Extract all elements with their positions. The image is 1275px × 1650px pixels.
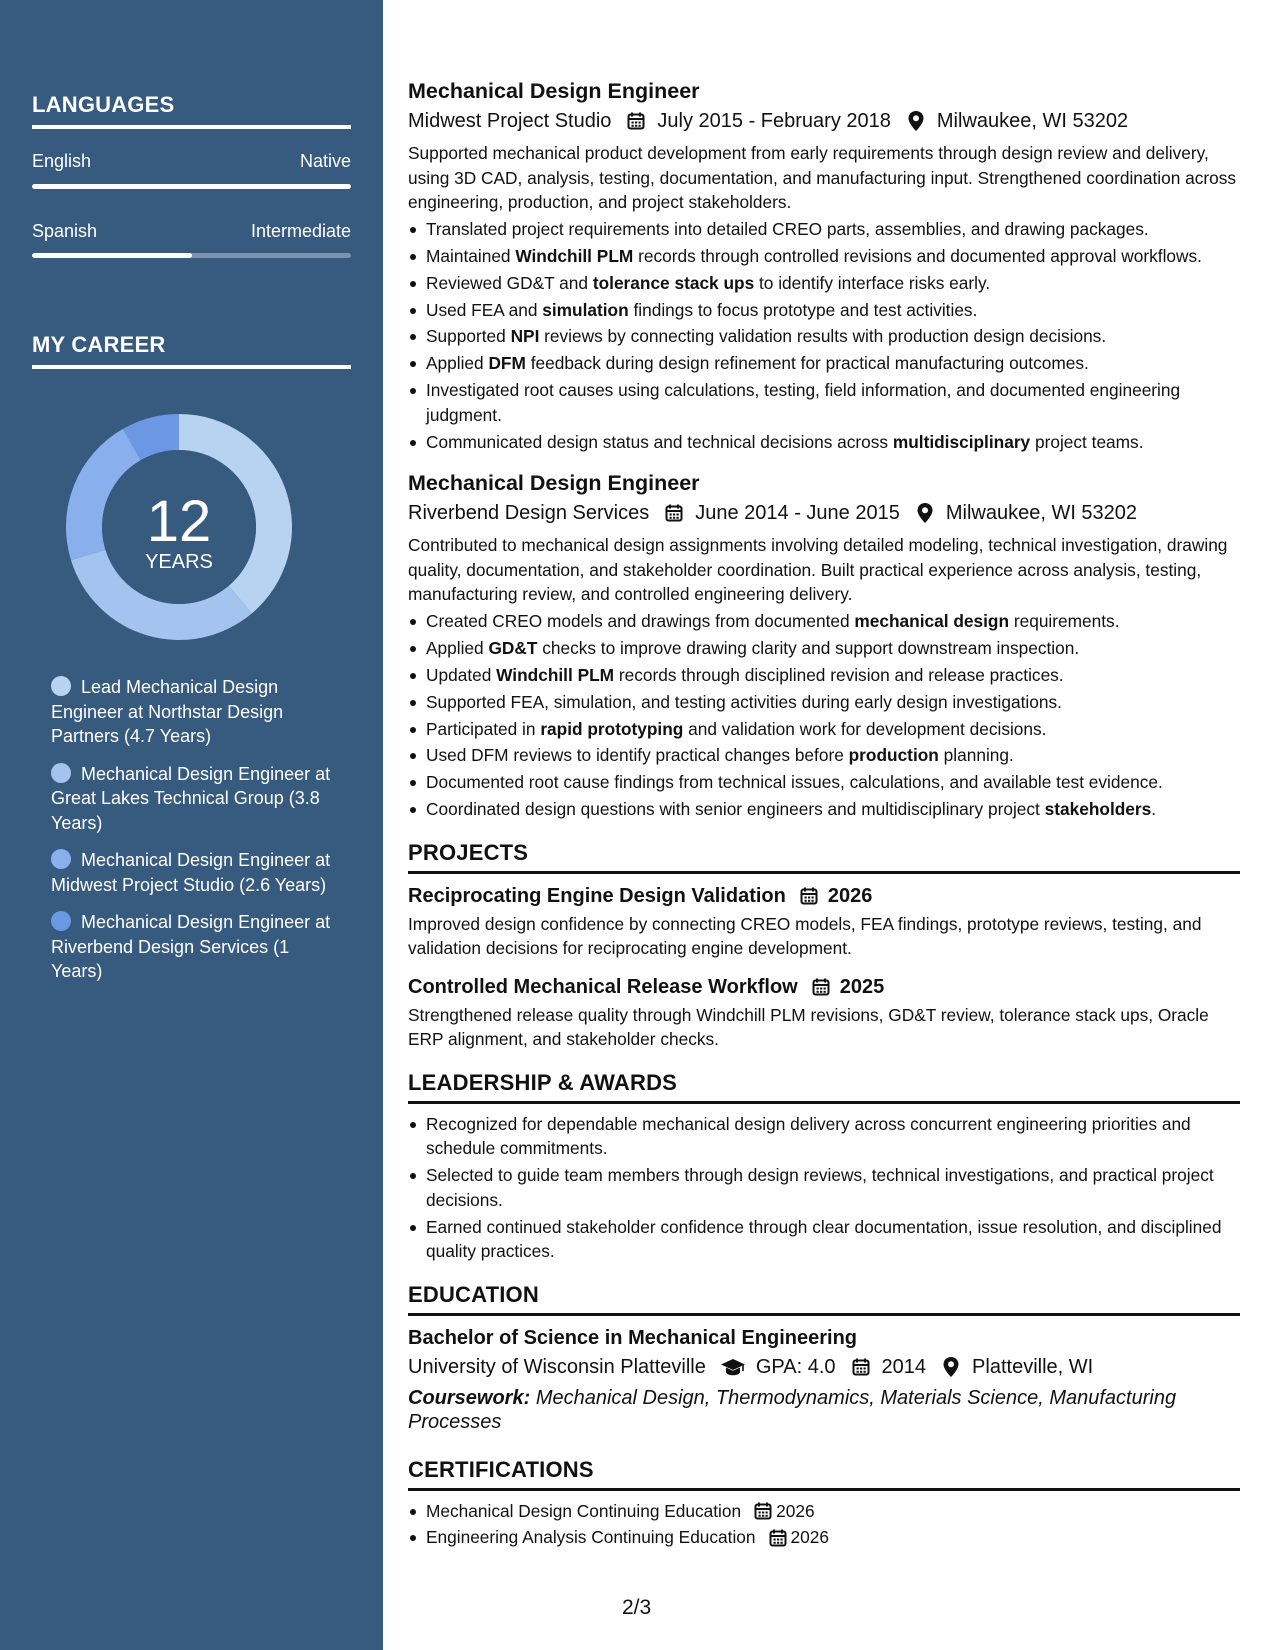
language-bar-fill [32,253,192,258]
bullet-emphasis: Windchill PLM [496,664,615,685]
language-level: Intermediate [250,221,351,241]
job-meta [408,498,1240,528]
bullet-text: Applied [426,353,489,374]
bullet-text: records through disciplined revision and release practices. [614,664,1064,685]
language-level: Native [299,151,351,171]
certification-name: Mechanical Design Continuing Education [426,1500,742,1521]
calendar-icon [753,1501,773,1521]
project-title-row [408,882,1240,910]
bullet-emphasis: mechanical design [854,611,1010,632]
certification-row [426,1525,1240,1550]
bullet-item [408,298,1240,323]
bullet-text: Communicated design status and technical decisions across [426,431,893,452]
job-description: Supported mechanical product development from early requirements through design review and delivery, using 3D CAD, analysis, testing, documentation, and manufacturing input. Strengthened coordination across engineering, production, and project stakeholders. [408,143,1237,212]
company-name: Riverbend Design Services [408,502,650,525]
bullet-emphasis: rapid prototyping [540,718,684,739]
bullet-item [408,244,1240,269]
bullet-item [408,663,1240,688]
project-title: Controlled Mechanical Release Workflow [408,975,798,998]
career-total-unit: YEARS [145,551,213,573]
bullet-item [408,690,1240,715]
bullet-item [408,351,1240,376]
company-name: Midwest Project Studio [408,110,612,132]
coursework-list: Mechanical Design, Thermodynamics, Materials Science, Manufacturing Processes [408,1386,1177,1434]
languages-heading: LANGUAGES [32,92,351,129]
school-location: Platteville, WI [972,1355,1094,1378]
location-pin-icon [940,1356,962,1378]
job-dates: July 2015 - February 2018 [657,110,891,132]
career-item-text: Lead Mechanical Design Engineer at Northstar Design Partners (4.7 Years) [51,677,284,746]
career-donut-chart [66,414,292,640]
career-item [51,675,331,749]
bullet-emphasis: Windchill PLM [515,245,634,266]
project-description: Strengthened release quality through Windchill PLM revisions, GD&T review, tolerance stack ups, Oracle ERP alignment, and stakeholder checks. [408,1004,1209,1050]
bullet-text: project teams. [1030,431,1144,452]
bullet-text: Participated in [426,718,541,739]
calendar-icon [768,1528,788,1548]
career-legend-dot [51,911,71,931]
coursework [408,1386,1240,1435]
bullet-text: planning. [938,745,1014,766]
bullet-text: Reviewed GD&T and [426,272,593,293]
calendar-icon [663,502,685,524]
bullet-text: Applied [426,637,489,658]
certification-name: Engineering Analysis Continuing Education [426,1527,756,1548]
calendar-icon [798,885,820,907]
bullet-item [408,797,1240,822]
project-entry [408,882,1240,961]
bullet-emphasis: GD&T [488,637,538,658]
bullet-text: reviews by connecting validation results with production design decisions. [539,326,1107,347]
language-bar-english [32,184,351,189]
leadership-item: Earned continued stakeholder confidence through clear documentation, issue resolution, and disciplined quality practices. [408,1215,1240,1264]
bullet-text: Investigated root causes using calculations, testing, field information, and documented engineering judgment. [426,380,1181,425]
calendar-icon [625,110,647,132]
bullet-text: feedback during design refinement for practical manufacturing outcomes. [525,353,1089,374]
bullet-item [408,324,1240,349]
career-legend-dot [51,849,71,869]
project-title-row [408,973,1240,1001]
bullet-text: requirements. [1009,611,1120,632]
project-entry [408,973,1240,1052]
bullet-emphasis: simulation [542,299,629,320]
bullet-emphasis: multidisciplinary [892,431,1031,452]
projects-heading: PROJECTS [408,838,1240,874]
education-entry [408,1324,1240,1435]
bullet-emphasis: NPI [510,326,540,347]
bullet-emphasis: tolerance stack ups [592,272,755,293]
job-description: Contributed to mechanical design assignments involving detailed modeling, technical investigation, drawing quality, documentation, and stakeholder coordination. Built practical experience across analysis, testing, manufacturing review, and controlled engineering delivery. [408,535,1228,605]
calendar-icon [810,976,832,998]
bullet-emphasis: DFM [488,353,526,374]
leadership-list [408,1112,1240,1264]
bullet-item [408,717,1240,742]
bullet-text: . [1151,799,1157,820]
education-meta [408,1352,1240,1382]
bullet-item [408,770,1240,795]
bullet-item [408,378,1240,427]
career-list [51,675,331,997]
bullet-text: Translated project requirements into detailed CREO parts, assemblies, and drawing packages. [426,218,1149,239]
certification-year: 2026 [776,1500,815,1521]
career-item-text: Mechanical Design Engineer at Riverbend Design Services (1 Years) [51,912,331,981]
certification-year: 2026 [790,1527,829,1548]
bullet-text: records through controlled revisions and documented approval workflows. [633,245,1202,266]
project-title: Reciprocating Engine Design Validation [408,884,786,907]
page-number: 2/3 [622,1596,652,1619]
bullet-item [408,609,1240,634]
language-name: English [32,151,92,171]
bullet-text: and validation work for development decisions. [683,718,1047,739]
job-location: Milwaukee, WI 53202 [936,110,1129,132]
career-legend-dot [51,676,71,696]
experience-entry [408,468,1240,822]
language-row-english [32,151,351,172]
leadership-heading: LEADERSHIP & AWARDS [408,1068,1240,1104]
bullet-emphasis: production [848,745,939,766]
language-name: Spanish [32,221,98,241]
bullet-item [408,743,1240,768]
career-item [51,762,331,836]
bullet-item [408,430,1240,455]
career-legend-dot [51,763,71,783]
career-total-number: 12 [146,489,212,554]
main-content [408,76,1240,1550]
bullet-text: Used DFM reviews to identify practical changes before [426,745,849,766]
bullet-text: Documented root cause findings from technical issues, calculations, and available test evidence. [426,772,1163,793]
bullet-text: Coordinated design questions with senior engineers and multidisciplinary project [426,799,1045,820]
bullet-item [408,636,1240,661]
leadership-item: Selected to guide team members through design reviews, technical investigations, and practical project decisions. [408,1163,1240,1212]
language-bar-spanish [32,253,351,258]
certifications-list [408,1499,1240,1550]
bullet-emphasis: stakeholders [1044,799,1152,820]
bullet-text: to identify interface risks early. [754,272,991,293]
bullet-text: Updated [426,664,497,685]
calendar-icon [850,1356,872,1378]
bullet-text: Supported [426,326,511,347]
career-item [51,848,331,897]
location-pin-icon [914,502,936,524]
project-year: 2026 [827,884,873,907]
language-row-spanish [32,221,351,242]
job-dates: June 2014 - June 2015 [695,502,900,525]
certification-item [408,1499,1240,1524]
school-name: University of Wisconsin Platteville [408,1355,706,1378]
education-heading: EDUCATION [408,1280,1240,1316]
graduation-year: 2014 [881,1355,927,1378]
coursework-label: Coursework: [408,1386,531,1409]
degree-title: Bachelor of Science in Mechanical Engineering [408,1326,858,1349]
bullet-text: checks to improve drawing clarity and support downstream inspection. [537,637,1080,658]
location-pin-icon [905,110,927,132]
job-bullets [408,609,1240,822]
experience-entry [408,76,1240,454]
career-item [51,910,331,984]
bullet-text: Supported FEA, simulation, and testing activities during early design investigations. [426,691,1062,712]
career-heading: MY CAREER [32,332,351,369]
leadership-item: Recognized for dependable mechanical design delivery across concurrent engineering priorities and schedule commitments. [408,1112,1240,1161]
bullet-text: findings to focus prototype and test activities. [628,299,978,320]
project-year: 2025 [839,975,885,998]
gpa: GPA: 4.0 [755,1355,836,1378]
certifications-heading: CERTIFICATIONS [408,1455,1240,1491]
bullet-text: Used FEA and [426,299,543,320]
bullet-text: Created CREO models and drawings from documented [426,611,855,632]
certification-item [408,1525,1240,1550]
job-title: Mechanical Design Engineer [408,79,700,103]
job-bullets [408,217,1240,454]
bullet-text: Maintained [426,245,516,266]
graduation-cap-icon [720,1356,746,1378]
job-title: Mechanical Design Engineer [408,471,700,496]
career-item-text: Mechanical Design Engineer at Great Lakes Technical Group (3.8 Years) [51,763,331,833]
certification-row [426,1499,1240,1524]
career-item-text: Mechanical Design Engineer at Midwest Project Studio (2.6 Years) [51,850,331,895]
project-description: Improved design confidence by connecting CREO models, FEA findings, prototype reviews, testing, and validation decisions for reciprocating engine development. [408,913,1202,959]
sidebar [0,0,383,1650]
bullet-item [408,217,1240,242]
bullet-item [408,271,1240,296]
language-bar-fill [32,184,351,189]
job-location: Milwaukee, WI 53202 [945,502,1138,525]
job-meta [408,106,1240,136]
